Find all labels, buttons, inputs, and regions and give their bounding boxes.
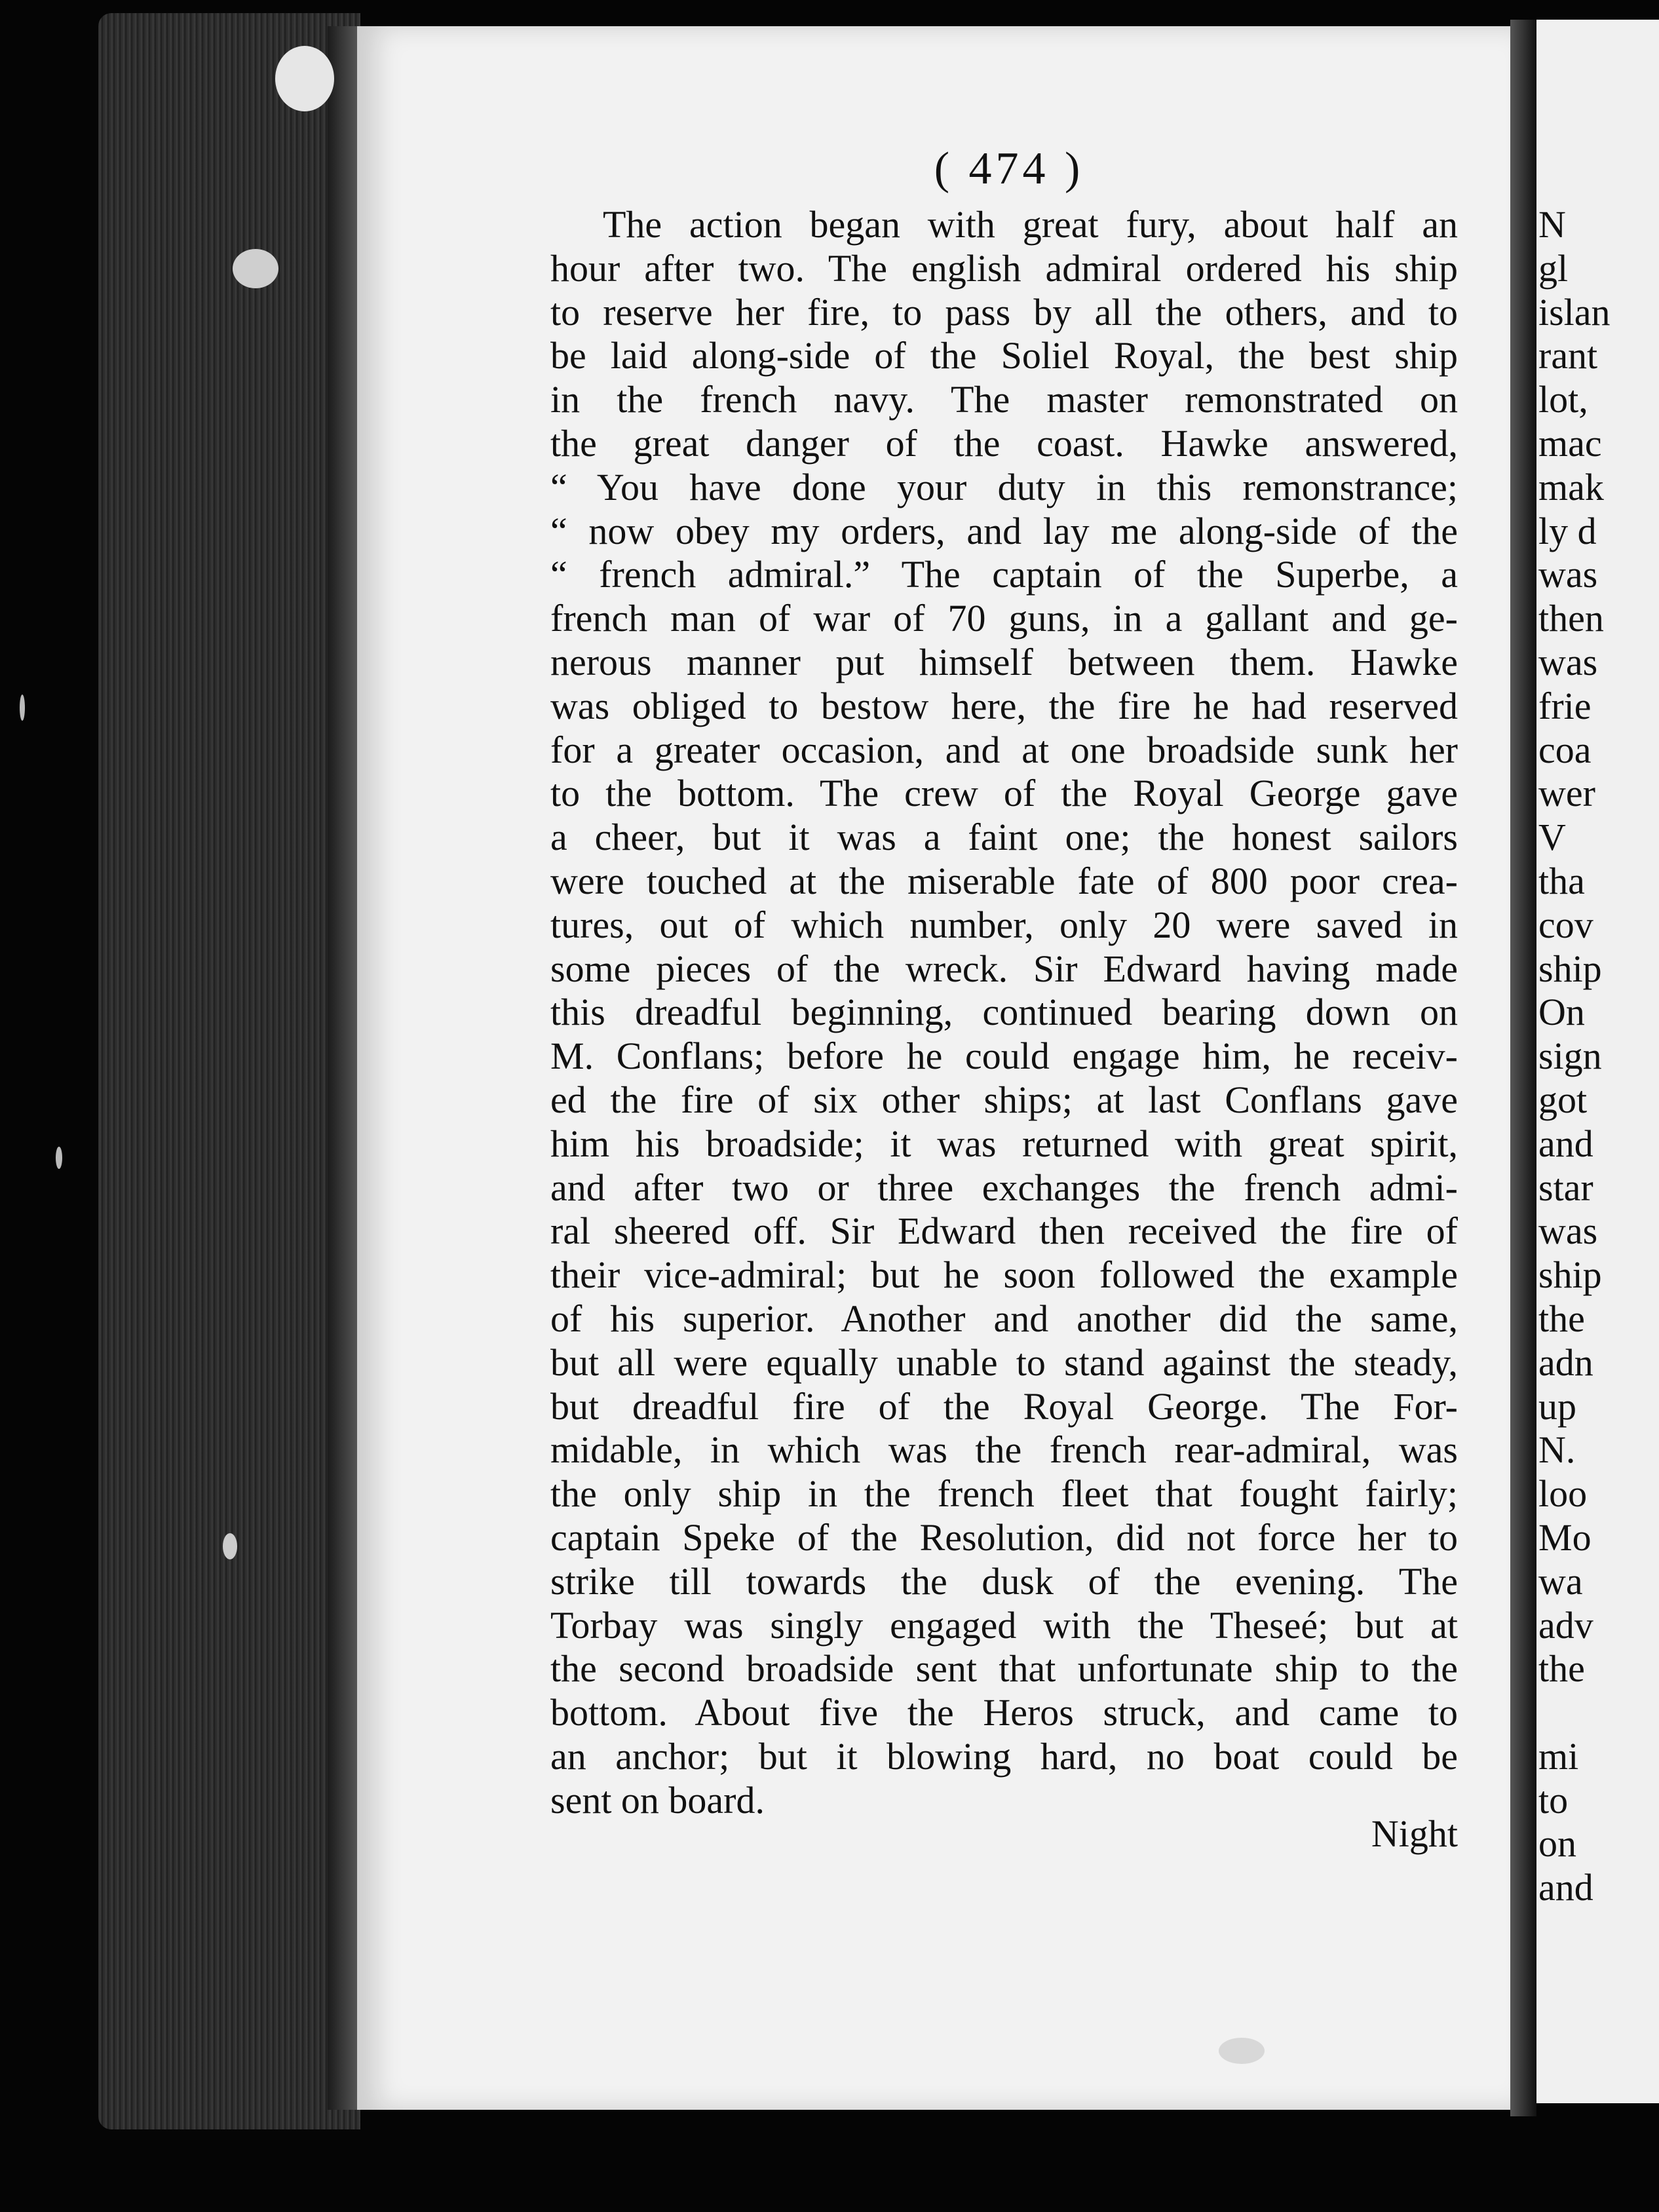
- text-line: but all were equally unable to stand against the steady,: [550, 1341, 1458, 1384]
- text-line: in the french navy. The master remonstrated on: [550, 378, 1458, 421]
- text-line: a cheer, but it was a faint one; the honest sailors: [550, 816, 1458, 859]
- facing-page-line: up: [1538, 1384, 1576, 1428]
- facing-page-line: was: [1538, 1210, 1598, 1253]
- text-line: some pieces of the wreck. Sir Edward having made: [550, 947, 1458, 990]
- facing-page-line: and: [1538, 1866, 1593, 1909]
- text-line: this dreadful beginning, continued bearing down on: [550, 991, 1458, 1034]
- facing-page-line: coa: [1538, 728, 1592, 771]
- scan-speck: [223, 1533, 237, 1559]
- facing-page-line: was: [1538, 640, 1598, 683]
- facing-page-line: to: [1538, 1778, 1569, 1821]
- facing-page-line: ship: [1538, 947, 1602, 990]
- text-line: bottom. About five the Heros struck, and came to: [550, 1691, 1458, 1734]
- scan-speck: [20, 695, 25, 721]
- scan-speck: [56, 1147, 62, 1169]
- text-line: and after two or three exchanges the french admi-: [550, 1166, 1458, 1209]
- facing-page-line: and: [1538, 1122, 1593, 1165]
- facing-page-line: adn: [1538, 1341, 1593, 1384]
- facing-page-line: lot,: [1538, 378, 1588, 421]
- text-line: “ now obey my orders, and lay me along-side of the: [550, 509, 1458, 552]
- text-line: of his superior. Another and another did the same,: [550, 1297, 1458, 1340]
- scan-speck: [275, 46, 334, 111]
- text-line: ral sheered off. Sir Edward then received the fire of: [550, 1210, 1458, 1253]
- text-line: be laid along-side of the Soliel Royal, the best ship: [550, 334, 1458, 377]
- text-line: the great danger of the coast. Hawke answered,: [550, 421, 1458, 465]
- text-line: hour after two. The english admiral ordered his ship: [550, 246, 1458, 290]
- facing-page-line: mak: [1538, 465, 1604, 508]
- text-line: to reserve her fire, to pass by all the others, and to: [550, 290, 1458, 334]
- text-line: The action began with great fury, about half an: [603, 203, 1458, 246]
- facing-page-line: mi: [1538, 1734, 1579, 1778]
- text-line: Torbay was singly engaged with the Theseé; but at: [550, 1603, 1458, 1647]
- facing-page-line: islan: [1538, 290, 1611, 334]
- facing-page-line: got: [1538, 1078, 1588, 1121]
- text-line: french man of war of 70 guns, in a gallant and ge-: [550, 597, 1458, 640]
- text-line: captain Speke of the Resolution, did not force her to: [550, 1516, 1458, 1559]
- body-text: [550, 203, 1458, 1822]
- facing-page-line: star: [1538, 1166, 1593, 1209]
- facing-page-text: [1538, 203, 1659, 1910]
- facing-page-line: ship: [1538, 1253, 1602, 1297]
- facing-page-line: the: [1538, 1297, 1585, 1340]
- facing-page-line: the: [1538, 1647, 1585, 1690]
- facing-page-line: was: [1538, 553, 1598, 596]
- facing-page-line: [1538, 1691, 1659, 1735]
- text-line: was obliged to bestow here, the fire he had reserved: [550, 684, 1458, 727]
- text-line: nerous manner put himself between them. Hawke: [550, 640, 1458, 683]
- text-line: the second broadside sent that unfortunate ship to the: [550, 1647, 1458, 1690]
- facing-page-line: N.: [1538, 1428, 1576, 1472]
- facing-page-line: Mo: [1538, 1516, 1592, 1559]
- facing-page-line: cov: [1538, 903, 1593, 946]
- page-edge: [328, 26, 357, 2110]
- facing-page-line: gl: [1538, 246, 1569, 290]
- text-line: for a greater occasion, and at one broadside sunk her: [550, 728, 1458, 771]
- facing-page-line: N: [1538, 203, 1566, 246]
- text-line: the only ship in the french fleet that fought fairly;: [550, 1472, 1458, 1516]
- facing-page-line: ly d: [1538, 509, 1597, 552]
- facing-page-line: mac: [1538, 421, 1602, 465]
- text-line: sent on board.: [550, 1778, 765, 1821]
- text-line: “ You have done your duty in this remonstrance;: [550, 465, 1458, 508]
- text-line: strike till towards the dusk of the evening. The: [550, 1559, 1458, 1603]
- facing-page-line: tha: [1538, 859, 1585, 902]
- facing-page-line: rant: [1538, 334, 1598, 377]
- text-line: midable, in which was the french rear-admiral, was: [550, 1428, 1458, 1472]
- book-gutter: [1510, 20, 1536, 2116]
- text-line: but dreadful fire of the Royal George. The For-: [550, 1384, 1458, 1428]
- facing-page-line: then: [1538, 597, 1604, 640]
- facing-page-line: wer: [1538, 772, 1595, 815]
- facing-page-line: V: [1538, 816, 1566, 859]
- text-line: an anchor; but it blowing hard, no boat could be: [550, 1734, 1458, 1778]
- facing-page-line: On: [1538, 991, 1585, 1034]
- text-line: ed the fire of six other ships; at last Conflans gave: [550, 1078, 1458, 1121]
- catchword: Night: [1371, 1812, 1458, 1855]
- facing-page-line: adv: [1538, 1603, 1593, 1647]
- text-line: “ french admiral.” The captain of the Superbe, a: [550, 553, 1458, 596]
- book-spine: [98, 13, 360, 2129]
- text-line: their vice-admiral; but he soon followed the example: [550, 1253, 1458, 1297]
- scan-speck: [233, 249, 278, 288]
- scan-speck: [1219, 2038, 1265, 2064]
- page-number: ( 474 ): [934, 143, 1084, 194]
- facing-page-line: sign: [1538, 1035, 1602, 1078]
- text-line: him his broadside; it was returned with great spirit,: [550, 1122, 1458, 1165]
- facing-page-line: on: [1538, 1822, 1576, 1865]
- text-line: were touched at the miserable fate of 800 poor crea-: [550, 859, 1458, 902]
- facing-page-line: wa: [1538, 1559, 1583, 1603]
- facing-page-line: loo: [1538, 1472, 1588, 1516]
- text-line: to the bottom. The crew of the Royal George gave: [550, 772, 1458, 815]
- text-line: M. Conflans; before he could engage him, he receiv-: [550, 1035, 1458, 1078]
- text-line: tures, out of which number, only 20 were saved in: [550, 903, 1458, 946]
- facing-page-line: frie: [1538, 684, 1592, 727]
